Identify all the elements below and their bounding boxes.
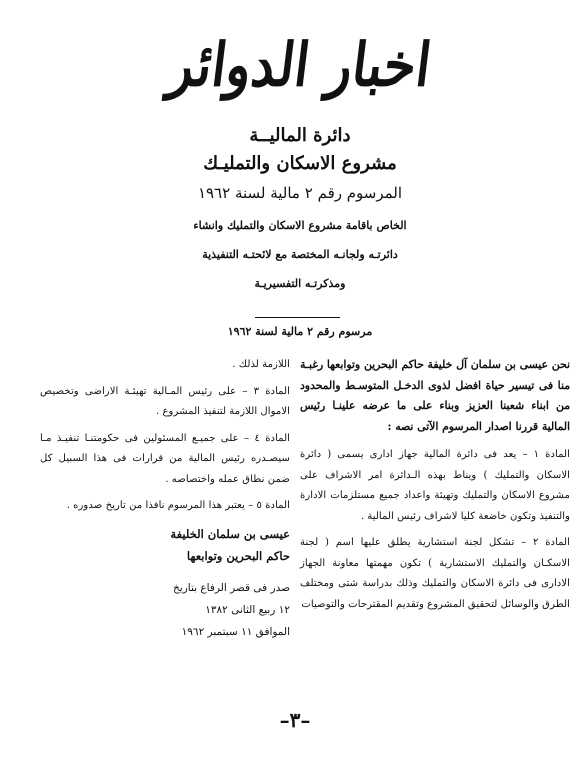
signature-title: حاكم البحرين وتوابعها [186, 548, 290, 563]
decree-heading: المرسوم رقم ٢ مالية لسنة ١٩٦٢ [197, 184, 403, 202]
decree-description-line-3: ومذكرتـه التفسيريـة [254, 277, 346, 290]
article-text: على رئيس المـالية تهيئـة الاراضى وتخصيص الاموال اللازمة لتنفيذ المشروع . [40, 385, 290, 417]
article-3 [40, 382, 290, 423]
article-label: المادة ٣ – [242, 385, 290, 397]
decree-description-line-2: دائرتـه ولجانـه المختصة مع لائحتـه التنفيذية [202, 248, 398, 261]
decree-preamble: نحن عيسى بن سلمان آل خليفة حاكم البحرين وتوابعها رغبـة منا فى تيسير حياة افضل لذوى الدخـل المتوسـط والمحدود من ابناء شعبنا العزيز وبناء على ما عرضه علينـا رئيس المالية قررنا اصدار المرسوم الآتى نصه : [300, 358, 570, 433]
article-2 [300, 533, 570, 615]
department-heading: دائرة الماليــة [249, 125, 351, 146]
article-text: يعتبر هذا المرسوم نافذا من تاريخ صدوره . [66, 500, 245, 511]
decree-subtitle: مرسوم رقم ٢ مالية لسنة ١٩٦٢ [227, 325, 373, 338]
article-4 [40, 429, 290, 491]
article-label: المادة ١ – [522, 449, 570, 460]
issued-place: صدر فى قصر الرفاع بتاريخ [173, 581, 290, 594]
issued-hijri-date: ١٢ ربيع الثانى ١٣٨٢ [205, 603, 290, 616]
article-text: تشكل لجنة استشارية يطلق عليها اسم ( لجنة الاسكـان والتمليك الاستشارية ) تكون مهمتها معاونة الجهاز الادارى فى دائرة الاسكان والتمليك وذلك بدراسة شتى ومختلف الطرق والوسائل لتحقيق المشروع وتقديم المقترحات والتوصيات [300, 537, 570, 610]
signature-name: عيسى بن سلمان الخليفة [170, 526, 290, 541]
decree-description-line-1: الخاص باقامة مشروع الاسكان والتمليك وانشاء [193, 219, 407, 232]
masthead-title: اخبار الدوائر [164, 29, 436, 101]
left-column [40, 355, 290, 643]
article-text: يعد فى دائرة المالية جهاز ادارى يسمى ( دائرة الاسكان والتمليك ) ويناط بهذه الـدائرة امر الاشراف على مشروع الاسكان والتمليك وتهيئة واعداد جميع مستلزمات الادارة والتنفيذ وتكون خاضعة كليا لاشراف رئيس المالية . [300, 449, 570, 522]
project-heading: مشروع الاسكان والتمليـك [203, 153, 397, 174]
section-divider [255, 317, 340, 318]
right-column [300, 355, 570, 621]
masthead [150, 30, 450, 100]
article-1 [300, 445, 570, 527]
article-label: المادة ٥ – [248, 500, 290, 511]
page-number: –٣– [279, 708, 311, 732]
article-label: المادة ٤ – [244, 432, 291, 444]
article-text: على جميـع المسئولين فى حكومتنـا تنفيـذ مـا سيصـدره رئيس المالية من قرارات فى هذا السبيل كل ضمن نطاق عمله واختصاصه . [40, 432, 290, 485]
article-label: المادة ٢ – [521, 537, 570, 548]
issued-gregorian-date: الموافق ١١ سبتمبر ١٩٦٢ [181, 625, 290, 638]
article-2-continued: اللازمة لذلك . [232, 359, 290, 370]
article-5 [40, 496, 290, 517]
